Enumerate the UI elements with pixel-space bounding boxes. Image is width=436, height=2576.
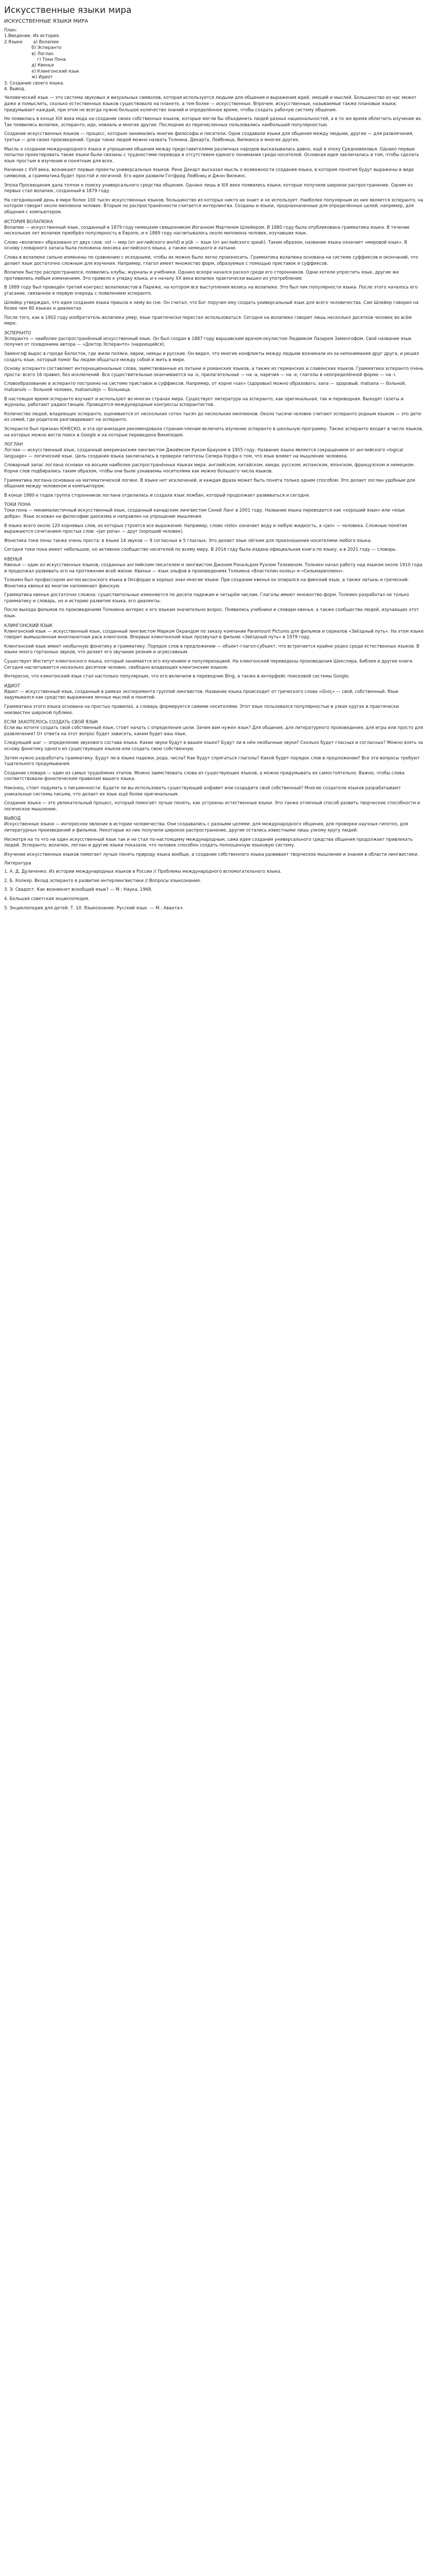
paragraph: Наконец, стоит подумать о письменности. Будете ли вы использовать существующий алфавит или создадите свой собственный? Многие создатели языков разрабатывают уникальные системы письма, что делает их язык ещё более оригинальным. [4,785,401,796]
paragraph: Грамматика логлана основана на математической логике. В языке нет исключений, и каждая фраза может быть понята только одним способом. Это делает логлан удобным для общения между человеком и компьютером. [4,477,415,489]
section-heading: ВЫВОД [4,816,21,821]
reference-item: 2. Б. Колкер. Вклад эсперанто в развитие интерлингвистики // Вопросы языкознания. [4,877,201,883]
document-body [4,95,424,857]
paragraph: Количество людей, владеющих эсперанто, оценивается от нескольких сотен тысяч до нескольких миллионов. Около тысячи человек считают эсперанто родным языком — это дети из семей, где родители разговаривают на эсперанто. [4,411,422,422]
paragraph: Слово «волапюк» образовано от двух слов: vol — мир (от английского world) и pük — язык (от английского speak). Таким образом, название языка означает «мировой язык». В основу словарного запаса была положена лексика английского языка, а также немецкого и латыни. [4,239,408,251]
toc-item: 2.Языки а) Волапюк [4,39,59,44]
paragraph: Заменгоф вырос в городе Белосток, где жили поляки, евреи, немцы и русские. Он видел, что многие конфликты между людьми возникали из-за непонимания друг друга, и решил создать язык, который помог бы людям общаться между собой и жить в мире. [4,351,419,362]
paragraph: Мысль о создании международного языка и упрощения общения между представителями различных народов высказывалась давно, ещё в эпоху Средневековья. Однако первые попытки проектировать такие языки были связаны с трудностями перевода и отсутствием единого понимания среди носителей. Основная идея заключалась в том, чтобы сделать язык простым в изучении и понятным для всех. [4,146,420,163]
reference-item: 3. Э. Свадост. Как возникнет всеобщий язык? — М.: Наука, 1968. [4,887,152,892]
paragraph: Логлан — искусственный язык, созданный американским лингвистом Джеймсом Куком Брауном в 1955 году. Название языка является сокращением от английского «logical language» — логический язык. Цель создания языка заключалась в проверке гипотезы Сепира-Уорфа о том, что язык влияет на мышление человека. [4,447,403,459]
section [4,218,424,327]
section-heading: ЛОГЛАН [4,442,23,447]
paragraph: Человеческий язык — это система звуковых и визуальных символов, которая используется людьми для общения и выражения идей, эмоций и мыслей. Большинство из нас может даже и помыслить, сколько естественных языков существовало на планете, а тем более — искусственных. Впрочем, искусственные, называемые также плановые языки, придумывает каждый, при этом не всегда нужно большое количество знаний и определённое время, чтобы создать рабочую систему общения. [4,95,417,112]
toc-item: е) Клингонский язык [4,68,79,74]
paragraph: Несмотря на то что ни один искусственный язык так и не стал по-настоящему международным, сама идея создания универсального средства общения продолжает привлекать людей. Эсперанто, волапюк, логлан и другие языки показали, что человек способен создать полноценную языковую систему. [4,836,413,848]
page-subtitle: ИСКУССТВЕННЫЕ ЯЗЫКИ МИРА [4,19,89,24]
paragraph: Грамматика квенья достаточно сложна: существительные изменяются по десяти падежам и четырём числам. Глаголы имеют множество форм. Толкиен разработал не только грамматику и словарь, но и историю развития языка, его диалекты. [4,592,409,603]
paragraph: Шлейер утверждал, что идея создания языка пришла к нему во сне. Он считал, что Бог поручил ему создать универсальный язык для всего человечества. Сам Шлейер говорил на более чем 80 языках и диалектах. [4,299,418,311]
paragraph: Начиная с XVII века, возникают первые проекты универсальных языков. Рене Декарт высказал мысль о возможности создания языка, в котором понятия будут выражены в виде символов, а грамматика будет простой и логичной. Его идеи развили Готфрид Лейбниц и Джон Вилкинс. [4,167,414,178]
section [4,501,424,553]
paragraph: Но появилась в конце XIX века мода на создание своих собственных языков, которые могли бы объединить людей разных национальностей, а в то же время облегчить изучение их. Так появились волапюк, эсперанто, идо, новиаль и многие другие. Последние из перечисленных пользовались наибольшей популярностью. [4,116,423,127]
paragraph: Эпоха Просвещения дала толчок к поиску универсального средства общения. Однако лишь в XIX веке появились языки, которые получили широкое распространение. Одним из первых стал волапюк, созданный в 1879 году. [4,182,413,194]
paragraph: Идиот — искусственный язык, созданный в рамках эксперимента группой лингвистов. Название языка происходит от греческого слова «ίδιος» — свой, собственный. Язык задумывался как средство выражения личных мыслей и понятий. [4,688,399,700]
page-title: Искусственные языки мира [4,5,132,15]
section-heading: ТОКИ ПОНА [4,502,31,507]
references-title: Литература [4,860,31,866]
paragraph: Создание словаря — один из самых трудоёмких этапов. Можно заимствовать слова из существующих языков, а можно придумывать их самостоятельно. Важно, чтобы слова соответствовали фонетическим правилам вашего языка. [4,770,405,782]
section [4,182,424,215]
paragraph: Интересно, что клингонский язык стал настолько популярным, что его включили в переводчик Bing, а также в интерфейс поисковой системы Google. [4,673,350,679]
section [4,441,424,498]
reference-item: 5. Энциклопедия для детей. Т. 10. Языкознание. Русский язык. — М.: Аванта+. [4,905,185,910]
paragraph: На сегодняшний день в мире более 100 тысяч искусственных языков, большинство из которых никто не знает и не использует. Наиболее популярным из них является эсперанто, на котором говорит около миллиона человек. Вторым по распространённости считается интерлингва. Созданы и языки, предназначенные для определённых целей, например, для общения с компьютером. [4,197,424,214]
toc-item: ж) Идиот [4,74,53,80]
paragraph: В конце 1980-х годов группа сторонников логлана отделилась и создала язык ложбан, который продолжает развиваться и сегодня. [4,492,310,498]
section [4,719,424,812]
section [4,95,424,179]
section-heading: КВЕНЬЯ [4,556,22,562]
paragraph: Эсперанто — наиболее распространённый искусственный язык. Он был создан в 1887 году варшавским врачом-окулистом Людвиком Лазарем Заменгофом. Своё название язык получил от псевдонима автора — «Доктор Эсперанто» (надеющийся). [4,335,412,347]
paragraph: Слова в волапюке сильно изменены по сравнению с исходными, чтобы их можно было легко произносить. Грамматика волапюка основана на системе суффиксов и окончаний, что делает язык достаточно сложным для изучения. Например, глагол имеет множество форм, образуемых с помощью приставок и суффиксов. [4,254,418,266]
paragraph: Следующий шаг — определение звукового состава языка. Какие звуки будут в вашем языке? Будут ли в нём необычные звуки? Сколько будет гласных и согласных? Можно взять за основу фонетику одного из существующих языков или создать свою собственную. [4,740,423,751]
paragraph: Словарный запас логлана основан на восьми наиболее распространённых языках мира: английском, китайском, хинди, русском, испанском, японском, французском и немецком. Корни слов подбирались таким образом, чтобы они были узнаваемы носителями как можно большего числа языков. [4,462,415,473]
paragraph: В 1889 году был проведён третий конгресс волапюкистов в Париже, на котором все выступления велись на волапюке. Это был пик популярности языка. После этого началось его угасание, связанное в первую очередь с появлением эсперанто. [4,284,418,296]
toc-item: б) Эсперанто [4,45,62,50]
paragraph: Толкиен был профессором англосаксонского языка в Оксфорде и хорошо знал многие языки. При создании квенья он опирался на финский язык, а также латынь и греческий. Фонетика квенья во многом напоминает финскую. [4,577,409,588]
toc-item: д) Квенья [4,62,54,68]
section [4,622,424,680]
paragraph: Основу эсперанто составляют интернациональные слова, заимствованные из латыни и романских языков, а также из германских и славянских языков. Грамматика эсперанто очень проста: всего 16 правил, без исключений. Все существительные оканчиваются на -о, прилагательные — на -а, наречия — на -е, глаголы в неопределённой форме — на -i. [4,366,424,377]
section [4,330,424,438]
section-heading: ИСТОРИЯ ВОЛАПЮКА [4,218,53,224]
section-heading: ЭСПЕРАНТО [4,330,31,335]
toc-item: 1.Введение. Их история. [4,33,60,39]
paragraph: Волапюк — искусственный язык, созданный в 1879 году немецким священником Иоганном Мартином Шлейером. В 1880 году была опубликована грамматика языка. В течение нескольких лет волапюк приобрёл популярность в Европе, и к 1889 году насчитывалось около миллиона человек, изучавших язык. [4,224,410,236]
paragraph: Сегодня токи пона имеет небольшое, но активное сообщество носителей по всему миру. В 2014 году была издана официальная книга по языку, а в 2021 году — словарь. [4,547,397,552]
paragraph: В языке всего около 120 корневых слов, из которых строятся все выражения. Например, слово «telo» означает воду и любую жидкость, а «jan» — человека. Сложные понятия выражаются сочетанием простых слов: «jan pona» — друг (хороший человек). [4,522,407,534]
paragraph: Клингонский язык имеет необычную фонетику и грамматику. Порядок слов в предложении — объект-глагол-субъект, что встречается крайне редко среди естественных языков. В языке много гортанных звуков, что делает его звучание резким и агрессивным. [4,643,420,655]
paragraph: Создание языка — это увлекательный процесс, который помогает лучше понять, как устроены естественные языки. Это также отличный способ развить творческие способности и логическое мышление. [4,800,420,811]
paragraph: Искусственные языки — интересное явление в истории человечества. Они создавались с разными целями: для международного общения, для проверки научных гипотез, для литературных произведений и фильмов. Некоторые из них получили широкое распространение, другие остались известными лишь узкому кругу людей. [4,821,408,833]
section-heading: КЛИНГОНСКИЙ ЯЗЫК [4,622,53,628]
paragraph: В настоящее время эсперанто изучают и используют во многих странах мира. Существует литература на эсперанто, как оригинальная, так и переводная. Выходят газеты и журналы, работают радиостанции. Проводятся международные конгрессы эсперантистов. [4,396,404,408]
section [4,815,424,857]
table-of-contents [4,27,424,92]
paragraph: Клингонский язык — искусственный язык, созданный лингвистом Марком Окрандом по заказу компании Paramount Pictures для фильмов и сериалов «Звёздный путь». На этом языке говорит вымышленная инопланетная раса клингонов. Впервые клингонский язык прозвучал в фильме «Звёздный путь» в 1979 году. [4,628,424,640]
section-heading: ИДИОТ [4,683,20,688]
paragraph: Токи пона — минималистичный искусственный язык, созданный канадским лингвистом Соней Ланг в 2001 году. Название языка переводится как «хороший язык» или «язык добра». Язык основан на философии даосизма и направлен на упрощение мышления. [4,507,405,519]
paragraph: Затем нужно разработать грамматику. Будут ли в языке падежи, рода, числа? Как будут спрягаться глаголы? Какой будет порядок слов в предложении? Все эти вопросы требуют тщательного продумывания. [4,755,420,767]
paragraph: Фонетика токи поны также очень проста: в языке 14 звуков — 9 согласных и 5 гласных. Это делает язык лёгким для произношения носителями любого языка. [4,537,372,543]
toc-item: План: [4,27,18,32]
paragraph: Волапюк быстро распространился, появились клубы, журналы и учебники. Однако вскоре начался раскол среди его сторонников. Одни хотели упростить язык, другие же противились любым изменениям. Это привело к упадку языка, и к началу XX века волапюк практически вышел из употребления. [4,269,399,281]
toc-item: 3. Создание своего языка. [4,80,64,86]
paragraph: Грамматика этого языка основана на простых правилах, а словарь формируется самими носителями. Этот язык пользовался популярностью в узких кругах и практически неизвестен широкой публике. [4,704,399,715]
reference-item: 4. Большая советская энциклопедия. [4,896,90,902]
paragraph: Изучение искусственных языков помогает лучше понять природу языка вообще, а создание собственного языка развивает творческое мышление и знания в области лингвистики. [4,851,419,857]
section-heading: ЕСЛИ ЗАХОТЕЛОСЬ СОЗДАТЬ СВОЙ ЯЗЫК [4,719,98,725]
references [4,860,424,911]
paragraph: Эсперанто был признан ЮНЕСКО, и эта организация рекомендовала странам-членам включить изучение эсперанто в школьную программу. Также эсперанто входит в число языков, на которых можно вести поиск в Google и на которые переведена Википедия. [4,426,423,437]
paragraph: Существует Институт клингонского языка, который занимается его изучением и популяризацией. На клингонский переведены произведения Шекспира, Библия и другие книги. Сегодня насчитывается несколько десятков человек, свободно владеющих клингонским языком. [4,658,414,670]
paragraph: Словообразование в эсперанто построено на системе приставок и суффиксов. Например, от корня «san» (здоровье) можно образовать: sana — здоровый, malsana — больной, malsanulo — больной человек, malsanulejo — больница. [4,381,406,393]
toc-item: 4. Вывод. [4,86,26,92]
toc-item: в) Логлан [4,50,54,56]
paragraph: После того, как в 1902 году изобретатель волапюка умер, язык практически перестал использоваться. Сегодня на волапюке говорит лишь несколько десятков человек во всём мире. [4,314,412,326]
paragraph: Создание искусственных языков — процесс, которым занимались многие философы и писатели. Одни создавали языки для общения между людьми, другие — для развлечения, третьи — для своих произведений. Среди таких людей можно назвать Толкина, Декарта, Лейбница, Вилкинса и многих других. [4,131,414,143]
paragraph: Если вы хотите создать свой собственный язык, стоит начать с определения цели. Зачем вам нужен язык? Для общения, для литературного произведения, для игры или просто для развлечения? От ответа на этот вопрос будет зависеть, каким будет ваш язык. [4,725,423,736]
reference-item: 1. А. Д. Дуличенко. Из истории международных языков в России // Проблемы международного вспомогательного языка. [4,869,282,874]
paragraph: После выхода фильмов по произведениям Толкиена интерес к его языкам значительно возрос. Появились учебники и словари квенья, а также сообщества людей, изучающих этот язык. [4,607,419,619]
toc-item: г) Токи Пона [4,57,66,62]
references-list [4,869,424,911]
paragraph: Квенья — один из искусственных языков, созданных английским писателем и лингвистом Джоном Рональдом Руэлом Толкиеном. Толкиен начал работу над языком около 1910 года и продолжал развивать его на протяжении всей жизни. Квенья — язык эльфов в произведениях Толкиена «Властелин колец» и «Сильмариллион». [4,562,423,573]
section [4,556,424,619]
section [4,683,424,716]
